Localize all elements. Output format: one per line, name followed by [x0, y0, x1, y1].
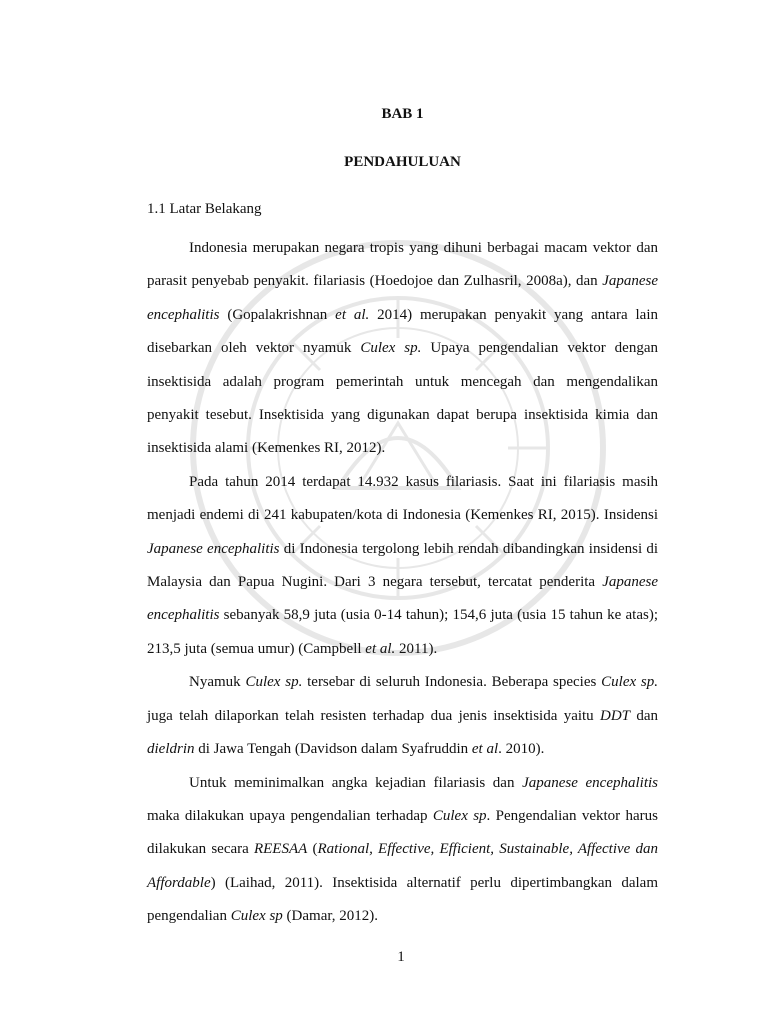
italic-text-run: Rational, Effective, Efficient, Sustainable, Affective dan Affordable	[147, 841, 658, 891]
italic-text-run: DDT	[600, 707, 631, 724]
text-run: (Gopalakrishnan	[219, 306, 336, 323]
italic-text-run: REESAA	[253, 841, 308, 858]
italic-text-run: Culex sp	[432, 807, 487, 824]
italic-text-run: Culex sp	[230, 908, 283, 925]
page-number-label: 1	[397, 949, 405, 965]
text-run: juga telah dilaporkan telah resisten terhadap dua jenis insektisida yaitu	[147, 707, 600, 724]
italic-text-run: Culex sp.	[360, 340, 422, 357]
text-run: Upaya pengendalian vektor dengan insektisida adalah program pemerintah untuk mencegah dan mengendalikan penyakit tesebut. Insektisida yang digunakan dapat berupa insektisida kimia dan insektisida alami (Kemenkes RI, 2012).	[147, 340, 658, 457]
italic-text-run: Culex sp.	[245, 674, 303, 691]
text-run: di Jawa Tengah (Davidson dalam Syafruddin	[194, 741, 472, 758]
text-run: tersebar di seluruh Indonesia. Beberapa species	[302, 674, 602, 691]
italic-text-run: et al.	[365, 640, 396, 657]
italic-text-run: et al.	[335, 306, 370, 323]
paragraph	[147, 466, 658, 666]
text-run: Untuk meminimalkan angka kejadian filariasis dan	[189, 774, 523, 791]
chapter-heading: BAB 1	[381, 106, 424, 122]
text-run: Pada tahun 2014 terdapat 14.932 kasus filariasis. Saat ini filariasis masih menjadi endemi di 241 kabupaten/kota di Indonesia (Kemenkes RI, 2015). Insidensi	[147, 473, 658, 524]
text-run: (	[307, 841, 318, 858]
chapter-title: PENDAHULUAN	[344, 154, 461, 170]
text-run: (Damar, 2012).	[282, 908, 378, 925]
text-run: Indonesia merupakan negara tropis yang dihuni berbagai macam vektor dan parasit penyebab penyakit. filariasis (Hoedojoe dan Zulhasril, 2008a), dan	[147, 240, 658, 290]
paragraph	[147, 767, 658, 934]
text-run: sebanyak 58,9 juta (usia 0-14 tahun); 154,6 juta (usia 15 tahun ke atas); 213,5 juta (semua umur) (Campbell	[147, 607, 658, 657]
body-text	[147, 232, 658, 934]
document-page	[147, 100, 658, 934]
text-run: Nyamuk	[189, 674, 246, 691]
text-run: . Pengendalian vektor harus dilakukan secara	[147, 807, 658, 858]
text-run: . 2010).	[498, 741, 545, 758]
italic-text-run: Japanese encephalitis	[147, 273, 658, 323]
text-run: maka dilakukan upaya pengendalian terhadap	[147, 807, 433, 824]
italic-text-run: Culex sp.	[601, 674, 659, 691]
paragraph	[147, 666, 658, 766]
italic-text-run: Japanese encephalitis	[522, 774, 658, 791]
text-run: di Indonesia tergolong lebih rendah dibandingkan insidensi di Malaysia dan Papua Nugini. Dari 3 negara tersebut, tercatat penderita	[147, 540, 659, 591]
text-run: 2011).	[395, 640, 438, 657]
text-run: ) (Laihad, 2011). Insektisida alternatif perlu dipertimbangkan dalam pengendalian	[147, 874, 658, 925]
text-run: dan	[630, 707, 658, 724]
page-number	[0, 949, 768, 966]
paragraph	[147, 232, 658, 466]
italic-text-run: et al	[471, 741, 499, 758]
italic-text-run: Japanese encephalitis	[147, 574, 658, 624]
italic-text-run: dieldrin	[147, 741, 195, 758]
section-heading: 1.1 Latar Belakang	[147, 201, 262, 217]
italic-text-run: Japanese encephalitis	[147, 540, 280, 557]
text-run: 2014) merupakan penyakit yang antara lain disebarkan oleh vektor nyamuk	[147, 306, 658, 357]
